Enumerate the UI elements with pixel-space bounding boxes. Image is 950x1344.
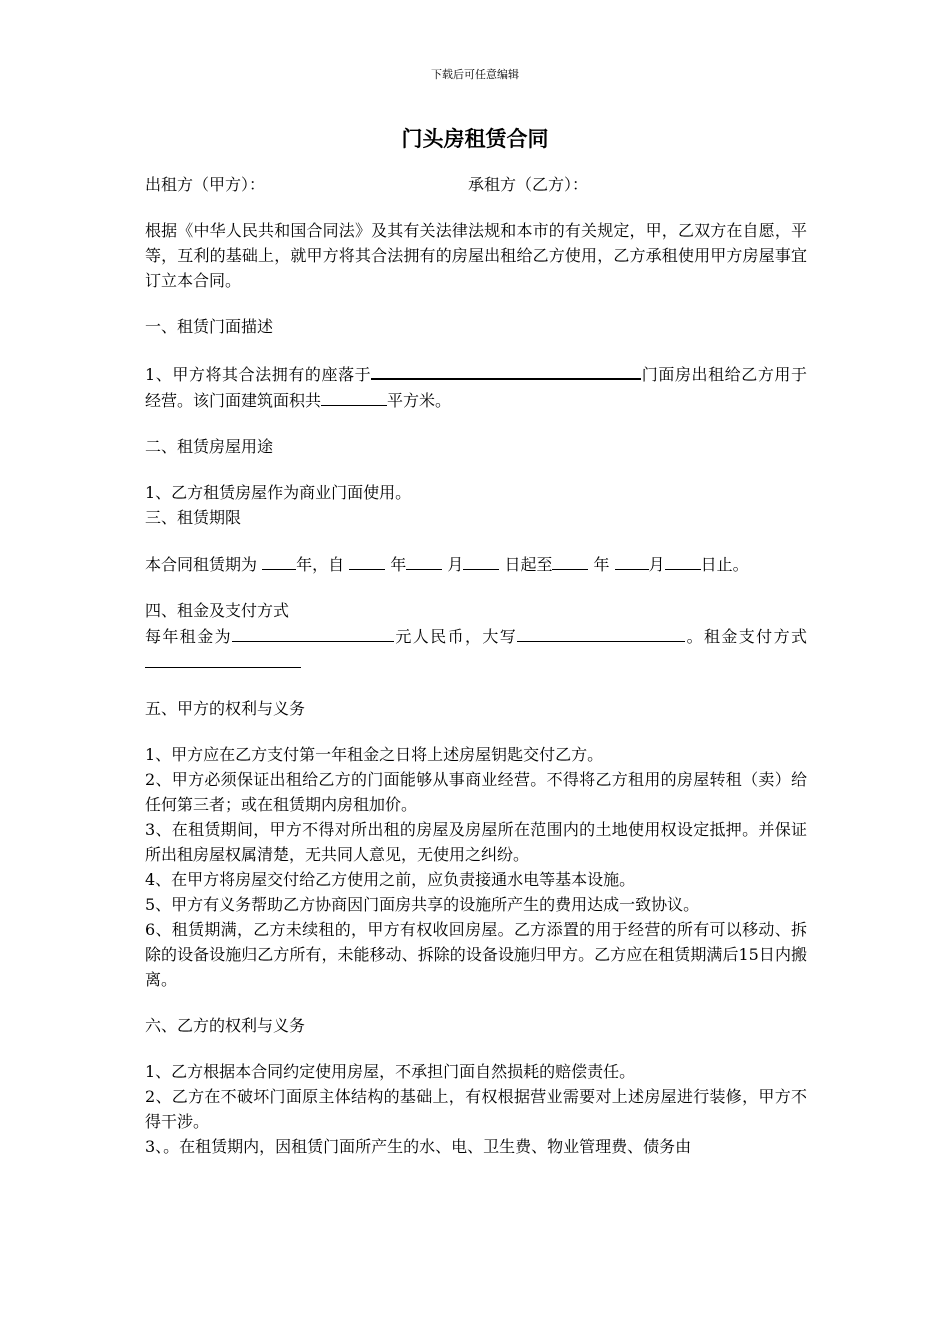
start-year-blank <box>349 551 385 570</box>
lease-term-text: 日起至 <box>499 555 553 574</box>
lessee-duty-item: 1、乙方根据本合同约定使用房屋，不承担门面自然损耗的赔偿责任。 <box>145 1062 636 1081</box>
start-month-blank <box>406 551 442 570</box>
lease-term-text: 年 <box>385 555 407 574</box>
lease-term-text: 月 <box>648 555 665 574</box>
lessor-duty-item: 6、租赁期满，乙方未续租的，甲方有权收回房屋。乙方添置的用于经营的所有可以移动、拆除的设备设施归乙方所有，未能移动、拆除的设备设施归甲方。乙方应在租赁期满后15日内搬离。 <box>145 920 807 989</box>
start-day-blank <box>463 551 499 570</box>
location-text: 1、甲方将其合法拥有的座落于 <box>145 365 372 384</box>
contract-body <box>145 172 807 1159</box>
lease-term-paragraph <box>145 551 807 577</box>
end-month-blank <box>615 551 649 570</box>
intro-paragraph: 根据《中华人民共和国合同法》及其有关法律法规和本市的有关规定，甲，乙双方在自愿，平等，互利的基础上，就甲方将其合法拥有的房屋出租给乙方使用，乙方承租使用甲方房屋事宜订立本合同。 <box>145 221 807 290</box>
lessee-duty-item: 2、乙方在不破坏门面原主体结构的基础上，有权根据营业需要对上述房屋进行装修，甲方不得干涉。 <box>145 1087 807 1131</box>
end-year-blank <box>552 551 588 570</box>
section-2-item-1: 1、乙方租赁房屋作为商业门面使用。 <box>145 483 412 502</box>
lease-term-text: 年 <box>588 555 615 574</box>
lessee-label: 承租方（乙方）： <box>468 175 589 194</box>
parties-line <box>145 172 807 197</box>
lessor-duty-item: 4、在甲方将房屋交付给乙方使用之前，应负责接通水电等基本设施。 <box>145 870 636 889</box>
area-blank <box>321 387 387 406</box>
lessor-duty-item: 2、甲方必须保证出租给乙方的门面能够从事商业经营。不得将乙方租用的房屋转租（卖）给任何第三者；或在租赁期内房租加价。 <box>145 770 807 814</box>
lease-term-text: 年，自 <box>296 555 350 574</box>
end-day-blank <box>665 551 701 570</box>
rent-text: 。租金支付方式 <box>685 627 807 646</box>
section-5-heading: 五、甲方的权利与义务 <box>145 699 306 718</box>
lease-term-text: 月 <box>442 555 464 574</box>
document-title: 门头房租赁合同 <box>401 126 549 151</box>
lessor-duty-item: 5、甲方有义务帮助乙方协商因门面房共享的设施所产生的费用达成一致协议。 <box>145 895 700 914</box>
rent-paragraph <box>145 623 807 675</box>
lessor-duty-item: 1、甲方应在乙方支付第一年租金之日将上述房屋钥匙交付乙方。 <box>145 745 604 764</box>
rent-text: 元人民币，大写 <box>394 627 518 646</box>
location-blank <box>371 360 641 380</box>
lease-term-text: 日止。 <box>700 555 749 574</box>
lessor-duty-item: 3、在租赁期间，甲方不得对所出租的房屋及房屋所在范围内的土地使用权设定抵押。并保证所出租房屋权属清楚，无共同人意见，无使用之纠纷。 <box>145 820 807 864</box>
section-6-heading: 六、乙方的权利与义务 <box>145 1016 306 1035</box>
lessor-label: 出租方（甲方）： <box>145 175 266 194</box>
section-2-heading: 二、租赁房屋用途 <box>145 437 274 456</box>
header-note: 下载后可任意编辑 <box>431 68 519 81</box>
section-1-item-1 <box>145 360 807 413</box>
lease-term-text: 本合同租赁期为 <box>145 555 263 574</box>
term-years-blank <box>262 551 296 570</box>
rent-text: 每年租金为 <box>145 627 232 646</box>
lessee-duty-item: 3、。在租赁期内，因租赁门面所产生的水、电、卫生费、物业管理费、债务由 <box>145 1137 692 1156</box>
rent-uppercase-blank <box>517 623 685 642</box>
section-4-heading: 四、租金及支付方式 <box>145 601 290 620</box>
payment-method-blank <box>145 649 301 668</box>
section-3-heading: 三、租赁期限 <box>145 508 242 527</box>
usage-text: 门面房出租给乙方用于经营。该门面建筑面积共 <box>145 365 807 410</box>
area-unit-text: 平方米。 <box>387 391 452 410</box>
section-1-heading: 一、租赁门面描述 <box>145 317 274 336</box>
rent-amount-blank <box>232 623 394 642</box>
